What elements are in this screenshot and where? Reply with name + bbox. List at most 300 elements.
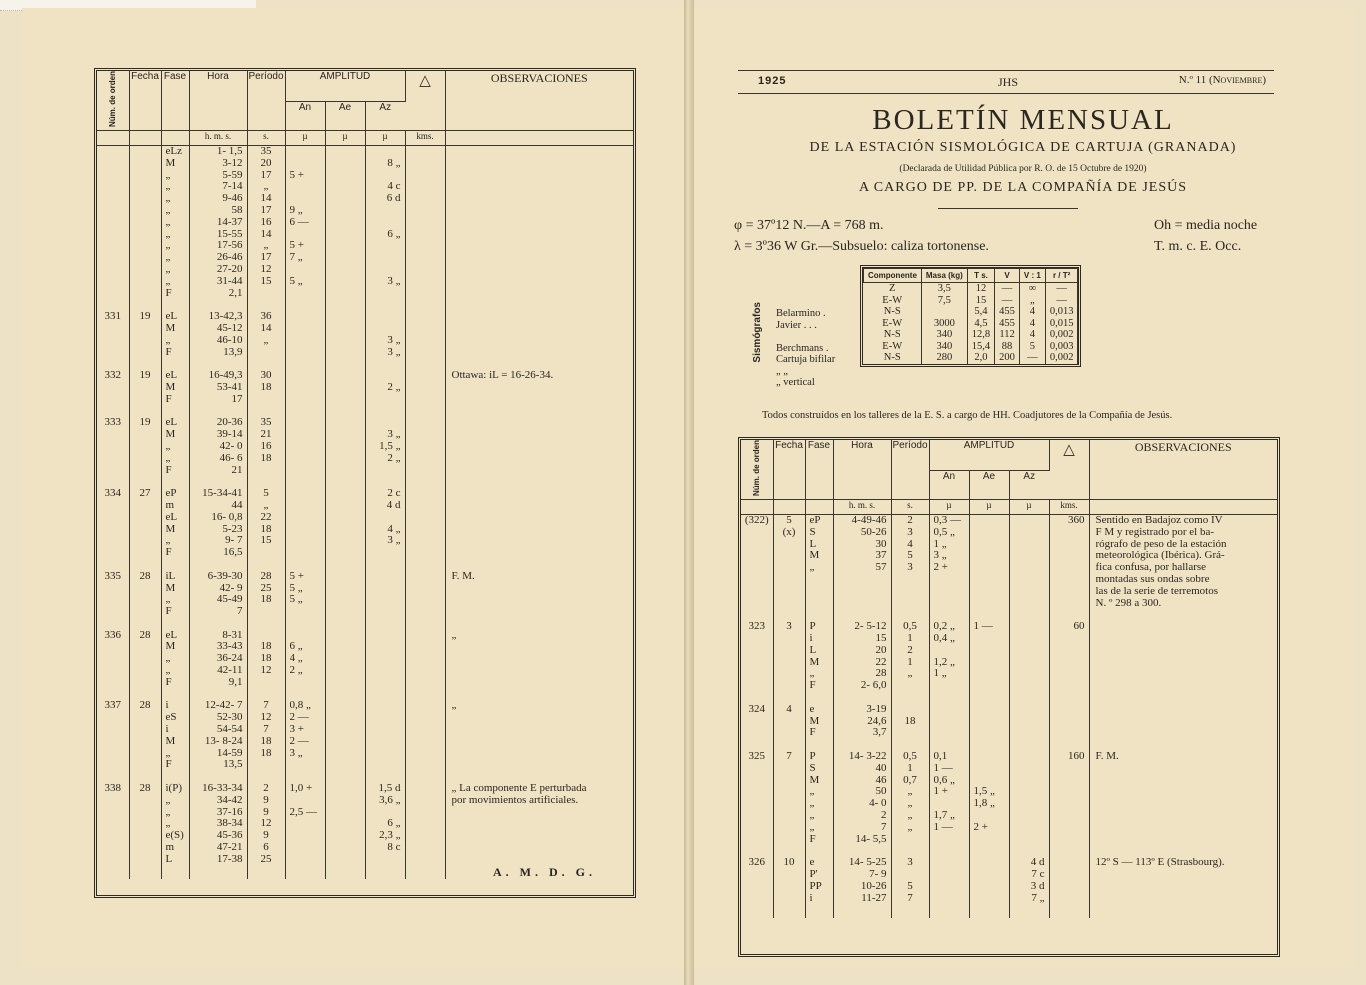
cell-line [330,571,365,583]
cell-line [366,217,401,229]
cell-line: 2 — [289,712,309,724]
station-coords-2: λ = 3º36 W Gr.—Subsuelo: caliza tortonense. [734,239,989,254]
instrument-header: V : 1 [1019,269,1045,283]
cell-line: 0,6 „ [933,774,955,786]
cell-line: i [809,892,813,904]
cell-line [290,417,325,429]
cell-line: 12 [260,665,272,677]
cell-line: M [809,774,820,786]
cell-line: 2 „ [387,381,401,393]
cell-line: 4 „ [289,653,303,665]
cell-ae [325,571,365,630]
cell-line: 42- 0 [219,440,243,452]
cell-line [290,854,325,866]
cell-line: 1- 1,5 [216,146,243,158]
cell-line: M [165,582,176,594]
cell-line: 2 — [289,735,309,747]
cell-line: 3 „ [387,346,401,358]
cell-line: Ottawa: iL = 16-26-34. [451,370,554,382]
cell-line [366,240,401,252]
cell-line: 12 [260,712,272,724]
cell-line: „ [165,205,171,216]
instrument-comp: N-S [864,329,922,341]
cell-line: por movimientos artificiales. [451,794,579,806]
instrument-v1: — [1019,352,1045,364]
cell-line: „ [165,653,171,665]
cell-line: 30 [875,538,887,550]
instrument-header: T s. [967,269,994,283]
cell-line: 15 [260,535,272,547]
table-row [97,700,633,783]
cell-line: 13,5 [223,759,243,771]
cell-line: eLz [165,146,182,158]
cell-line: M [165,641,176,653]
cell-num [97,630,129,701]
cell-fase [805,857,833,916]
header-num: Núm. de orden [97,71,129,131]
cell-an [929,621,969,704]
cell-line [366,288,401,300]
cell-line: eL [165,370,178,382]
cell-line [290,630,325,642]
cell-line: 12º S — 113º E (Strasbourg). [1095,857,1225,869]
cell-line [290,795,325,807]
cell-per [247,370,285,417]
cell-d [1049,857,1089,916]
cell-ae [969,621,1009,704]
cell-ae [325,146,365,312]
cell-line: 14 [260,228,272,240]
cell-line [974,751,1009,763]
cell-line: 8-31 [222,629,243,641]
cell-line: „ [165,169,171,181]
header-periodo: Período [247,71,285,131]
cell-line: 3 „ [387,334,401,346]
left-seismic-table [94,68,636,898]
unit-periodo: s. [247,131,285,146]
table-row [97,146,633,312]
cell-line [406,417,441,429]
cell-line: 3 [786,621,792,633]
cell-line: „ [165,252,171,264]
unit-obs [1089,500,1277,515]
cell-fecha [773,704,805,751]
cell-line: 0,1 [933,750,948,762]
cell-line [406,630,441,642]
instrument-name: Cartuja bifilar [776,354,836,365]
cell-line: 0,2 „ [933,621,955,633]
cell-hora [833,621,891,704]
cell-fase [805,751,833,857]
cell-line: 45-36 [216,830,243,842]
cell-line: meteorológica (Ibérica). Grá- [1095,550,1225,562]
cell-fecha [773,751,805,857]
cell-line [366,807,401,819]
cell-line [1010,751,1045,763]
cell-fecha [773,621,805,704]
cell-line: 3 d [1030,880,1045,892]
cell-line: „ [263,240,269,252]
cell-an [285,630,325,701]
cell-obs [1089,515,1277,622]
cell-line: 40 [875,762,887,774]
cell-line: 28 [875,668,887,680]
table-row [741,751,1277,857]
cell-line: „ [165,216,171,228]
cell-line [366,394,401,406]
cell-line: 333 [104,417,121,429]
cell-line [934,680,969,692]
cell-ae [969,515,1009,622]
cell-line: 12 [260,818,272,830]
cell-hora [833,751,891,857]
header-observaciones: OBSERVACIONES [1089,440,1277,500]
cell-line: 15 [875,632,887,644]
instrument-v1: 5 [1019,341,1045,353]
cell-line: F [165,393,172,405]
table-row [97,783,633,877]
instrument-header: Masa (kg) [921,269,967,283]
cell-line: i [809,632,813,644]
cell-line: 2 + [973,821,988,833]
cell-d [405,146,445,312]
cell-per [247,571,285,630]
instrument-header: V [995,269,1020,283]
cell-d [405,571,445,630]
cell-line: 7 [881,821,887,833]
unit-fecha [129,131,161,146]
cell-hora [189,783,247,877]
cell-line [366,512,401,524]
cell-line: 2 [263,783,269,795]
cell-line: i [165,724,169,736]
cell-num [97,311,129,370]
cell-line [934,645,969,657]
cell-line: 14-37 [216,216,243,228]
cell-line: 18 [260,735,272,747]
cell-line: 5 + [289,240,304,252]
instrument-v: 455 [995,318,1020,330]
cell-line: i(P) [165,783,182,795]
cell-line: 36-24 [216,653,243,665]
cell-per [891,515,929,622]
cell-hora [189,488,247,571]
cell-fase [161,370,189,417]
cell-line: 3 „ [387,429,401,441]
cell-per [891,621,929,704]
cell-line: 11-27 [861,892,887,904]
cell-line: 332 [104,370,121,382]
instrument-v1: 4 [1019,329,1045,341]
cell-line: 30 [260,370,272,382]
instrument-r: — [1045,283,1078,295]
cell-line [366,146,401,158]
cell-line: 6 „ [289,641,303,653]
cell-line: 19 [139,370,151,382]
cell-line: 14- 3-22 [848,750,887,762]
cell-line: 5 [263,488,269,500]
cell-line: eL [165,417,178,429]
cell-line: 5 + [289,169,304,181]
cell-ae [325,311,365,370]
cell-line: L [809,644,817,656]
cell-line: 0,3 — [933,515,961,527]
station-coords-1: φ = 37º12 N.—A = 768 m. [734,218,884,233]
cell-fase [161,783,189,877]
cell-line: 20 [875,644,887,656]
cell-line [406,700,441,712]
cell-line: 9 [263,830,269,842]
cell-ae [325,630,365,701]
cell-line: „ [809,562,815,574]
cell-hora [189,700,247,783]
instrument-t: 5,4 [967,306,994,318]
cell-line: 160 [1068,750,1085,762]
instrument-v: 112 [995,329,1020,341]
cell-line: M [165,322,176,334]
cell-per [247,417,285,488]
issue-number: N.º 11 (Noviembre) [1178,74,1266,86]
charge-line: A CARGO DE PP. DE LA COMPAÑÍA DE JESÚS [858,180,1188,195]
cell-line: 335 [104,570,121,582]
cell-fecha [129,571,161,630]
cell-line: „ [165,747,171,759]
cell-line: 12-42- 7 [204,700,243,712]
table-row [97,370,633,417]
instrument-mass [921,306,967,318]
cell-line: M [809,656,820,668]
cell-line [1050,704,1085,716]
cell-line: e(S) [165,830,184,842]
header-amplitud: AMPLITUD [929,440,1049,470]
cell-line: eL [165,629,178,641]
cell-line [248,630,285,642]
table-row [741,704,1277,751]
cell-line: 324 [748,703,765,715]
cell-per [247,630,285,701]
cell-line [1096,621,1278,633]
cell-fase [805,704,833,751]
instrument-header: Componente [864,269,922,283]
cell-num [97,417,129,488]
cell-line: 4 [786,703,792,715]
cell-line: 13,9 [223,346,243,358]
cell-az [1009,515,1049,622]
header-fecha: Fecha [773,440,805,500]
unit-an: µ [285,131,325,146]
jhs-emblem: JHS [998,75,1019,89]
cell-an [285,488,325,571]
cell-line: „ [165,594,171,606]
cell-line: 25 [260,582,272,594]
unit-num [741,500,773,515]
cell-line: 0,8 „ [289,700,311,712]
cell-line [290,311,325,323]
cell-line [248,347,285,359]
seismographs-label: Sismógrafos [752,302,763,363]
cell-fase [161,311,189,370]
cell-line: 3 „ [387,535,401,547]
cell-line: 16- 0,8 [211,511,243,523]
table-row [97,630,633,701]
cell-line: F. M. [1095,750,1119,762]
cell-line [290,146,325,158]
cell-an [285,700,325,783]
cell-line [290,229,325,241]
cell-line: M [165,523,176,535]
cell-line: 28 [139,570,151,582]
cell-line: 5 [907,880,913,892]
cell-obs [1089,621,1277,704]
unit-periodo: s. [891,500,929,515]
cell-line: „ [451,629,457,641]
cell-line [974,810,1009,822]
cell-line: P [809,621,816,633]
cell-line: 1 — [973,621,993,633]
cell-fase [161,700,189,783]
instrument-name: Berchmans . [776,342,829,354]
cell-line: 37-16 [216,806,243,818]
cell-line: 7 c [1031,868,1045,880]
header-fecha: Fecha [129,71,161,131]
cell-line: eP [809,515,821,527]
instrument-r: 0,013 [1045,306,1078,318]
cell-fecha [129,783,161,877]
cell-line: 1 — [933,762,953,774]
instrument-mass: 3,5 [921,283,967,295]
cell-obs [445,417,633,488]
cell-line: 10-26 [860,880,887,892]
cell-line: 25 [260,853,272,865]
instrument-v1: „ [1019,295,1045,307]
cell-line: 9 [263,806,269,818]
cell-line: „ [165,181,171,193]
cell-az [1009,704,1049,751]
instrument-t: 12 [967,283,994,295]
cell-line: 1,7 „ [933,809,955,821]
unit-ae: µ [969,500,1009,515]
cell-line [452,311,634,323]
cell-line: 331 [104,311,121,323]
unit-az: µ [365,131,405,146]
cell-line: 4- 0 [869,798,887,810]
cell-az [365,783,405,877]
cell-line [974,834,1009,846]
instrument-v: — [995,283,1020,295]
cell-line: 3 „ [387,275,401,287]
cell-line: F [165,346,172,358]
cell-line: 0,4 „ [933,632,955,644]
cell-line: 28 [139,783,151,795]
cell-d [1049,751,1089,857]
cell-line [366,547,401,559]
cell-line: 31-44 [216,275,243,287]
cell-line [934,704,969,716]
cell-line: 18 [260,594,272,606]
unit-fase [805,500,833,515]
cell-line: las de la serie de terremotos [1095,585,1218,597]
cell-line [290,818,325,830]
cell-line: 60 [1073,621,1085,633]
instrument-t: 15,4 [967,341,994,353]
cell-num [97,146,129,312]
header-az: Az [365,101,405,130]
cell-line: 18 [904,715,916,727]
cell-line: F [809,680,816,692]
cell-line: 6 — [289,216,309,228]
cell-fase [805,515,833,622]
cell-line: 19 [139,311,151,323]
cell-per [247,146,285,312]
cell-line [366,417,401,429]
cell-line: M [809,715,820,727]
cell-an [285,783,325,877]
instrument-v: 200 [995,352,1020,364]
cell-line [406,783,441,795]
cell-per [891,857,929,916]
unit-obs [445,131,633,146]
cell-az [365,370,405,417]
cell-line: 3,6 „ [379,794,401,806]
cell-line: 16 [260,216,272,228]
cell-fase [161,630,189,701]
cell-per [247,700,285,783]
instrument-v1: ∞ [1019,283,1045,295]
cell-line: 5 „ [289,582,303,594]
cell-line: 17-56 [216,240,243,252]
cell-line: 33-43 [216,641,243,653]
cell-line [366,370,401,382]
cell-az [365,311,405,370]
cell-line: 9- 7 [225,535,243,547]
cell-line: 24,6 [867,715,887,727]
cell-d [405,700,445,783]
cell-line: 13-42,3 [208,311,243,323]
cell-line: 337 [104,700,121,712]
header-an: An [929,470,969,499]
cell-obs [445,700,633,783]
unit-hora: h. m. s. [189,131,247,146]
cell-line: 13- 8-24 [204,735,243,747]
title-rule [938,208,1078,209]
cell-line: „ [907,668,913,680]
cell-line [892,727,929,739]
cell-line: „ [809,821,815,833]
cell-line [290,830,325,842]
cell-line: 7 „ [1031,892,1045,904]
cell-line: 1 [907,762,913,774]
cell-line: 38-34 [216,818,243,830]
cell-line: e [809,703,815,715]
cell-line [330,146,365,158]
instrument-v: — [995,295,1020,307]
cell-line: PP [809,880,822,892]
cell-line: 8 „ [387,157,401,169]
cell-fase [161,146,189,312]
cell-line: „ [165,334,171,346]
cell-line: 6-39-30 [207,570,243,582]
cell-num [741,515,773,622]
cell-obs [445,630,633,701]
cell-line [248,606,285,618]
cell-line: 28 [260,570,272,582]
cell-obs [445,488,633,571]
cell-line: F [809,727,816,739]
cell-line: e [809,857,815,869]
cell-line: 45-49 [216,594,243,606]
cell-line: „ [165,665,171,677]
cell-hora [189,417,247,488]
